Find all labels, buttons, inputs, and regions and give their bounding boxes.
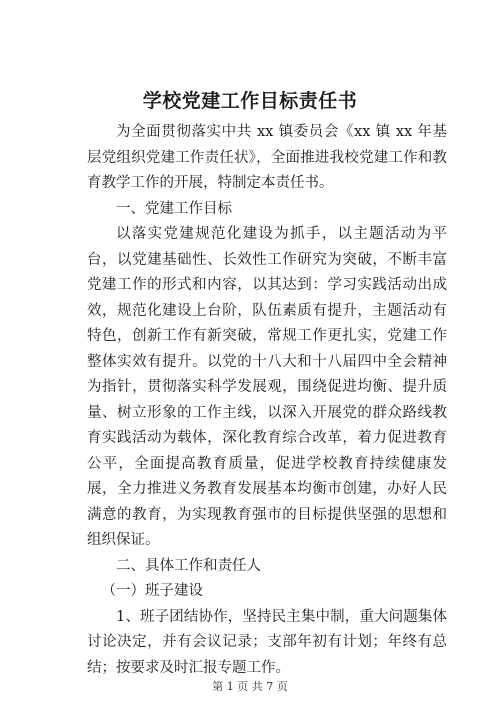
goals-paragraph: 以落实党建规范化建设为抓手，以主题活动为平台，以党建基础性、长效性工作研究为突破，不断丰富党建工作的形式和内容，以其达到：学习实践活动出成效，规范化建设上台阶，队伍素质有提升，主题活动有特色，创新工作有新突破，常规工作更扎实，党建工作整体实效有提升。以党的十八大和十八届四中全会精神为指针，贯彻落实科学发展观，围绕促进均衡、提升质量、树立形象的工作主线，以深入开展党的群众路线教育实践活动为载体，深化教育综合改革，着力促进教育公平，全面提高教育质量，促进学校教育持续健康发展，全力推进义务教育发展基本均衡市创建，办好人民满意的教育，为实现教育强市的目标提供坚强的思想和组织保证。 — [87, 226, 447, 548]
subsection-heading-leadership: （一）班子建设 — [101, 583, 203, 599]
leadership-item-1: 1、班子团结协作，坚持民主集中制，重大问题集体讨论决定，并有会议记录；支部年初有计划；年终有总结；按要求及时汇报专题工作。 — [87, 608, 447, 676]
section-heading-tasks: 二、具体工作和责任人 — [116, 557, 261, 574]
intro-paragraph: 为全面贯彻落实中共 xx 镇委员会《xx 镇 xx 年基层党组织党建工作责任状》，全面推进我校党建工作和教育教学工作的开展，特制定本责任书。 — [87, 124, 447, 191]
page-number-footer: 第 1 页 共 7 页 — [212, 680, 288, 693]
document-title: 学校党建工作目标责任书 — [142, 90, 358, 112]
document-body — [87, 120, 447, 681]
section-heading-goals: 一、党建工作目标 — [116, 200, 232, 217]
